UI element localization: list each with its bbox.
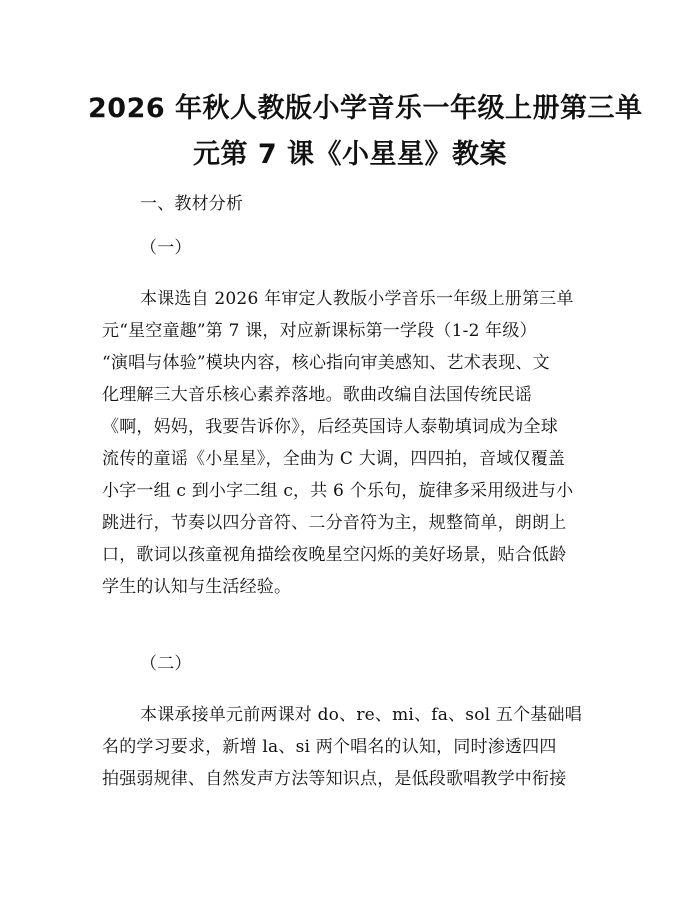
subsection-label-2: （二） <box>140 654 192 674</box>
paragraph-1-line: 小字一组 c 到小字二组 c，共 6 个乐句，旋律多采用级进与小 <box>102 481 574 501</box>
paragraph-1-line: 本课选自 2026 年审定人教版小学音乐一年级上册第三单 <box>140 289 574 309</box>
paragraph-1-line: 元“星空童趣”第 7 课，对应新课标第一学段（1-2 年级） <box>102 321 537 341</box>
paragraph-2-line: 名的学习要求，新增 la、si 两个唱名的认知，同时渗透四四 <box>102 737 557 757</box>
paragraph-1-line: 流传的童谣《小星星》，全曲为 C 大调，四四拍，音域仅覆盖 <box>102 449 566 469</box>
paragraph-1-line: “演唱与体验”模块内容，核心指向审美感知、艺术表现、文 <box>102 353 550 373</box>
document-title-line-2: 元第 7 课《小星星》教案 <box>192 139 508 170</box>
paragraph-2-line: 本课承接单元前两课对 do、re、mi、fa、sol 五个基础唱 <box>140 705 582 725</box>
section-heading: 一、教材分析 <box>140 194 244 214</box>
paragraph-1-line: 口，歌词以孩童视角描绘夜晚星空闪烁的美好场景，贴合低龄 <box>102 545 567 565</box>
subsection-label-1: （一） <box>140 238 192 258</box>
paragraph-1-line: 学生的认知与生活经验。 <box>102 577 292 597</box>
paragraph-1-line: 化理解三大音乐核心素养落地。歌曲改编自法国传统民谣 <box>102 385 532 405</box>
paragraph-1-line: 跳进行，节奏以四分音符、二分音符为主，规整简单，朗朗上 <box>102 513 567 533</box>
paragraph-1-line: 《啊，妈妈，我要告诉你》，后经英国诗人泰勒填词成为全球 <box>102 417 558 437</box>
document-title-line-1: 2026 年秋人教版小学音乐一年级上册第三单 <box>88 93 643 124</box>
paragraph-2-line: 拍强弱规律、自然发声方法等知识点，是低段歌唱教学中衔接 <box>102 769 567 789</box>
